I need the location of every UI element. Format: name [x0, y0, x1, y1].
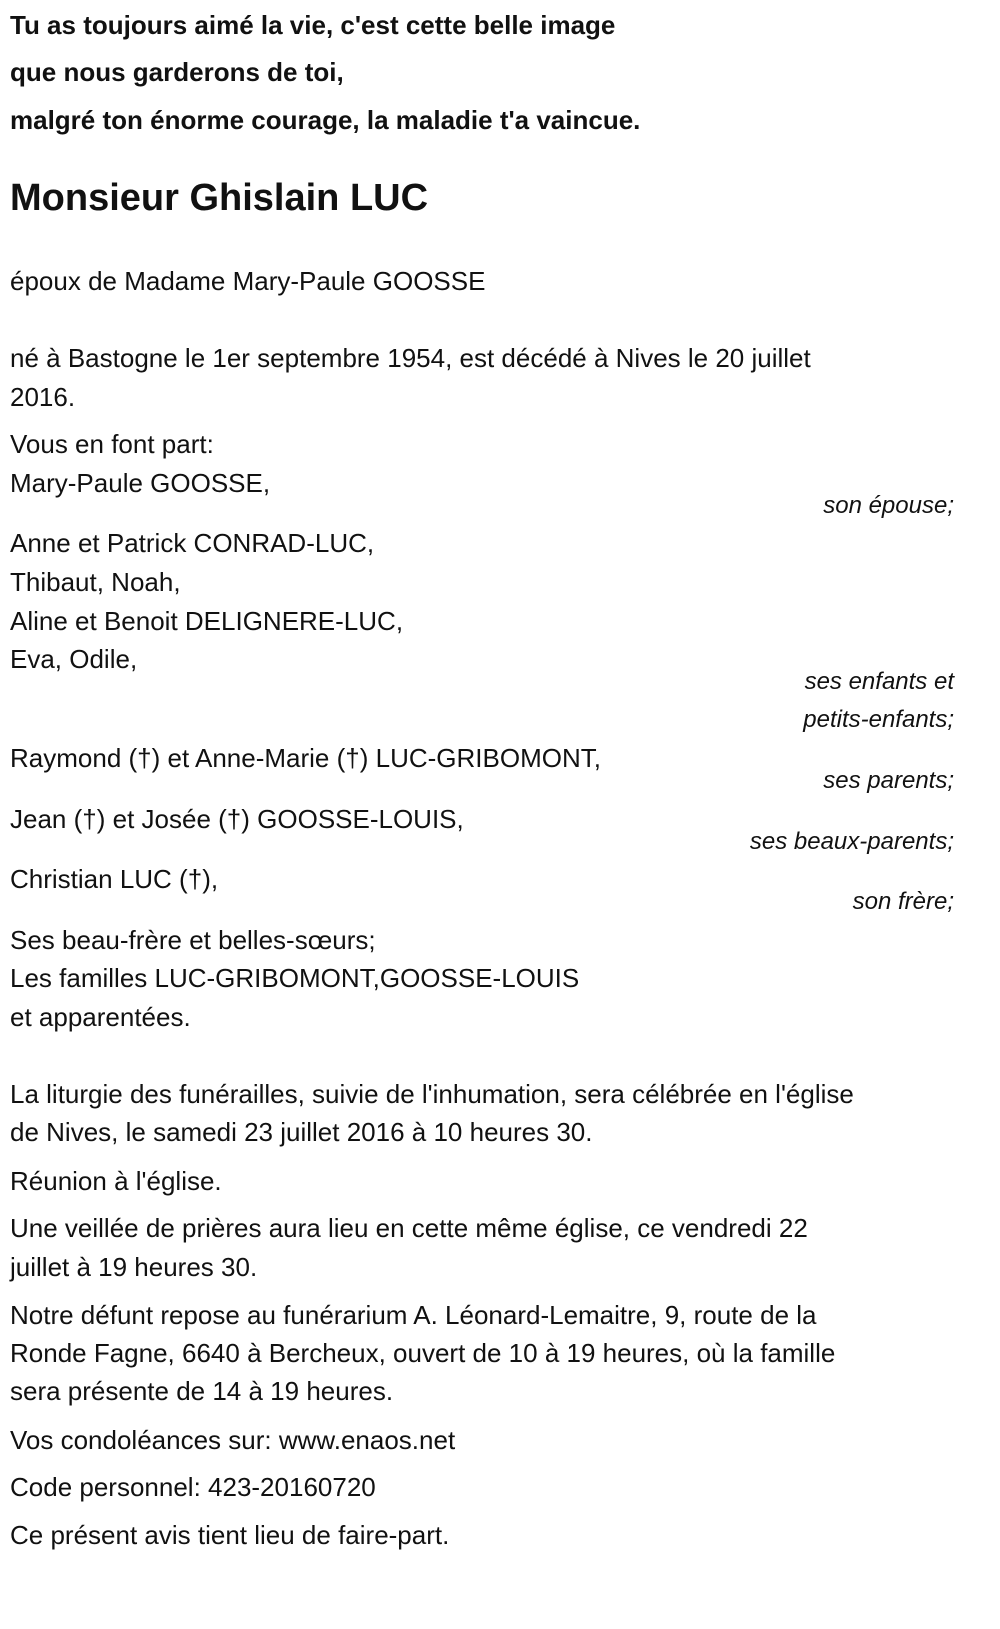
text: ) GOOSSE-LOUIS, — [241, 804, 464, 834]
poem-line: malgré ton énorme courage, la maladie t'a vaincue. — [10, 105, 641, 135]
cross-icon: † — [187, 864, 203, 894]
vigil-line: juillet à 19 heures 30. — [10, 1252, 258, 1282]
brother-role: son frère; — [852, 888, 954, 915]
rest-line: Notre défunt repose au funérarium A. Léonard-Lemaitre, 9, route de la — [10, 1300, 817, 1330]
parents-line — [10, 739, 601, 777]
rest-line: sera présente de 14 à 19 heures. — [10, 1376, 394, 1406]
others-line: et apparentées. — [10, 1002, 191, 1032]
cross-icon: † — [137, 743, 152, 773]
funeral-line: de Nives, le samedi 23 juillet 2016 à 10 heures 30. — [10, 1117, 593, 1147]
spouse-role: son épouse; — [823, 492, 954, 519]
cross-icon: † — [82, 804, 97, 834]
others-line: Les familles LUC-GRIBOMONT,GOOSSE-LOUIS — [10, 963, 580, 993]
inlaws-role: ses beaux-parents; — [749, 828, 954, 855]
rest-line: Ronde Fagne, 6640 à Bercheux, ouvert de 10 à 19 heures, où la famille — [10, 1338, 836, 1368]
text: Christian LUC ( — [10, 864, 188, 894]
inlaws-line — [10, 800, 464, 838]
birth-death-line: né à Bastogne le 1er septembre 1954, est décédé à Nives le 20 juillet — [10, 343, 811, 373]
children-role: petits-enfants; — [803, 706, 954, 733]
text: Raymond ( — [10, 743, 138, 773]
brother-line — [10, 860, 218, 898]
announce-text: Vous en font part: — [10, 429, 214, 459]
others-line: Ses beau-frère et belles-sœurs; — [10, 925, 376, 955]
poem-line: que nous garderons de toi, — [10, 57, 344, 87]
child-line: Thibaut, Noah, — [10, 567, 181, 597]
personal-code: Code personnel: 423-20160720 — [10, 1472, 376, 1502]
condolences-text: Vos condoléances sur: www.enaos.net — [10, 1425, 456, 1455]
poem-line: Tu as toujours aimé la vie, c'est cette belle image — [10, 10, 616, 40]
spouse-name: Mary-Paule GOOSSE, — [10, 468, 271, 498]
spouse-line: époux de Madame Mary-Paule GOOSSE — [10, 266, 486, 296]
cross-icon: † — [226, 804, 242, 834]
deceased-name: Monsieur Ghislain LUC — [10, 177, 429, 219]
reunion-text: Réunion à l'église. — [10, 1166, 222, 1196]
parents-role: ses parents; — [823, 767, 954, 794]
text: Jean ( — [10, 804, 83, 834]
funeral-line: La liturgie des funérailles, suivie de l'inhumation, sera célébrée en l'église — [10, 1079, 854, 1109]
text: ) et Josée ( — [96, 804, 227, 834]
text: ) et Anne-Marie ( — [151, 743, 346, 773]
notice-text: Ce présent avis tient lieu de faire-part. — [10, 1520, 450, 1550]
text: ) LUC-GRIBOMONT, — [359, 743, 601, 773]
child-line: Eva, Odile, — [10, 644, 138, 674]
text: ), — [202, 864, 219, 894]
children-role: ses enfants et — [804, 668, 954, 695]
child-line: Aline et Benoit DELIGNERE-LUC, — [10, 606, 404, 636]
vigil-line: Une veillée de prières aura lieu en cette même église, ce vendredi 22 — [10, 1213, 808, 1243]
cross-icon: † — [345, 743, 360, 773]
child-line: Anne et Patrick CONRAD-LUC, — [10, 528, 375, 558]
birth-death-line: 2016. — [10, 382, 76, 412]
